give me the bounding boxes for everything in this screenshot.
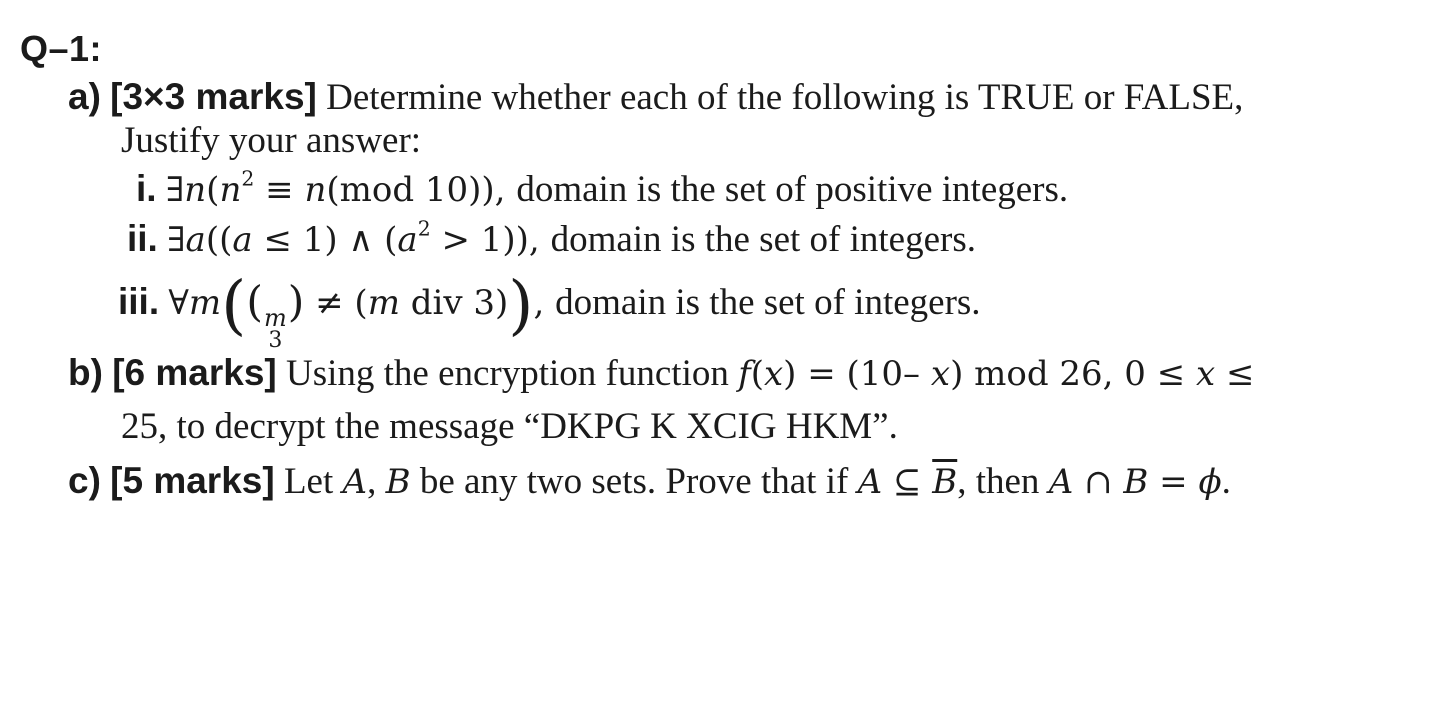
question-title: Q–1: <box>20 28 103 69</box>
part-c-marks: [5 marks] <box>110 460 275 501</box>
item-iii-label: iii. <box>118 280 160 322</box>
item-iii-formula: ∀m(( m 3 ) ≠ (m div 3)), <box>168 267 556 353</box>
intersection-symbol: ∩ <box>1073 462 1124 502</box>
set-a-3: A <box>1048 462 1074 502</box>
item-ii-formula: ∃a((a ≤ 1) ∧ $(a^2 > 1)$), <box>167 216 551 260</box>
item-ii-text: domain is the set of integers. <box>550 219 976 260</box>
part-b-text-1: Using the encryption function <box>276 353 739 394</box>
item-i-text: domain is the set of positive integers. <box>516 169 1069 210</box>
part-c-period: . <box>1221 461 1231 502</box>
part-a-label: a) <box>68 76 101 117</box>
encryption-formula: f(x) = (10– x) mod 26, 0 ≤ x ≤ <box>738 354 1255 394</box>
set-b: B <box>385 462 411 502</box>
set-b-2: B <box>1123 462 1149 502</box>
complement-b: $\overline{B}$ <box>932 462 958 502</box>
part-a-line-2 <box>121 122 421 159</box>
part-b-line-1 <box>68 354 1255 392</box>
binomial-m-3: m 3 <box>263 303 287 353</box>
part-c-line <box>68 462 1231 500</box>
item-i-formula: $\exists n(n^2 \equiv n(mod$ 10)), <box>165 166 517 210</box>
part-c-prove-text: be any two sets. Prove that if <box>410 461 858 502</box>
part-c-text: Let <box>274 461 343 502</box>
part-a-marks: [3×3 marks] <box>110 76 317 117</box>
part-c-then: , then <box>957 461 1049 502</box>
item-ii-label: ii. <box>127 218 158 259</box>
part-a-line-1 <box>68 78 1243 116</box>
item-i-label: i. <box>136 168 157 209</box>
part-a-item-i <box>136 166 1069 210</box>
item-iii-text: domain is the set of integers. <box>555 281 981 323</box>
part-b-line-2 <box>121 408 898 445</box>
empty-set-symbol: ϕ <box>1198 462 1222 502</box>
part-b-text-2: 25, to decrypt the message “DKPG K XCIG HKM”. <box>121 406 898 447</box>
part-b-label: b) <box>68 352 103 393</box>
part-a-item-iii <box>118 267 981 353</box>
equals-symbol: = <box>1148 462 1199 502</box>
part-a-item-ii <box>127 216 976 260</box>
part-a-text-2: Justify your answer: <box>121 120 422 161</box>
part-b-marks: [6 marks] <box>112 352 277 393</box>
set-a-2: A <box>857 462 883 502</box>
part-c-label: c) <box>68 460 101 501</box>
part-a-text-1: Determine whether each of the following is TRUE or FALSE, <box>316 77 1244 118</box>
set-a: A <box>342 462 368 502</box>
subset-symbol: ⊆ <box>882 462 933 502</box>
part-c-comma: , <box>367 461 386 502</box>
